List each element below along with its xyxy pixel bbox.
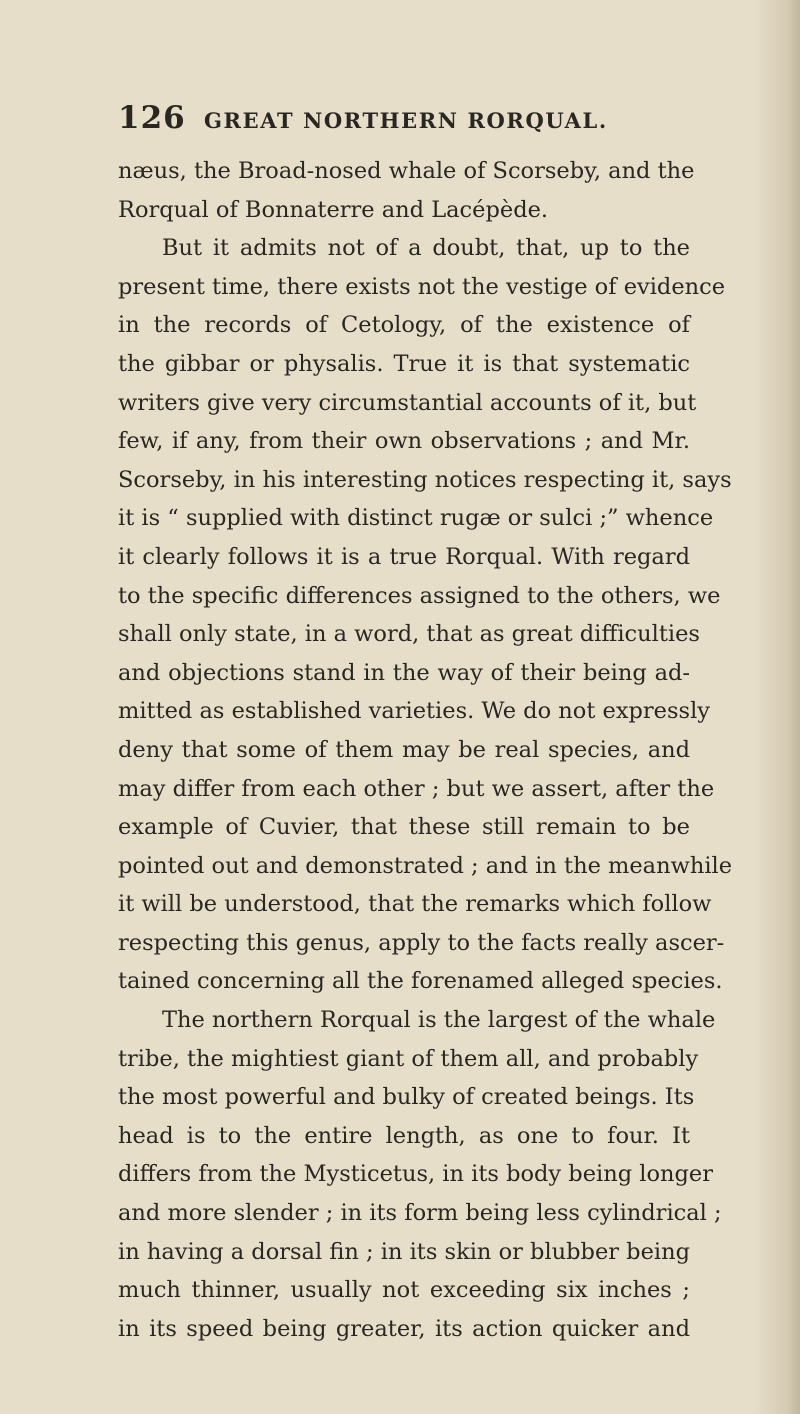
text-line: it is “ supplied with distinct rugæ or sulci ;” whence bbox=[118, 505, 714, 532]
text-line: differs from the Mysticetus, in its body being longer bbox=[118, 1161, 713, 1188]
text-line: Scorseby, in his interesting notices respecting it, says bbox=[118, 466, 732, 493]
text-line: næus, the Broad-nosed whale of Scorseby, and the bbox=[118, 158, 695, 184]
text-line: may differ from each other ; but we assert, after the bbox=[118, 775, 715, 802]
text-line: tribe, the mightiest giant of them all, and probably bbox=[118, 1045, 699, 1072]
body-text bbox=[118, 152, 733, 1348]
text-line: to the specific differences assigned to the others, we bbox=[118, 582, 721, 609]
text-line: pointed out and demonstrated ; and in the meanwhile bbox=[118, 852, 733, 879]
text-line: and more slender ; in its form being less cylindrical ; bbox=[118, 1200, 722, 1227]
text-line: head is to the entire length, as one to four. It bbox=[118, 1122, 690, 1149]
text-line: in the records of Cetology, of the existence of bbox=[118, 312, 690, 339]
page-number: 126 bbox=[118, 100, 186, 136]
text-line: mitted as established varieties. We do not expressly bbox=[118, 698, 710, 725]
text-line: tained concerning all the forenamed alleged species. bbox=[118, 968, 723, 995]
text-line: it will be understood, that the remarks which follow bbox=[118, 891, 712, 918]
text-line: present time, there exists not the vestige of evidence bbox=[118, 273, 726, 300]
page-edge-shadow bbox=[754, 0, 800, 1414]
text-line: it clearly follows it is a true Rorqual. With regard bbox=[118, 543, 690, 570]
running-head: GREAT NORTHERN RORQUAL. bbox=[204, 108, 608, 133]
text-line: the gibbar or physalis. True it is that systematic bbox=[118, 350, 690, 377]
text-line: writers give very circumstantial accounts of it, but bbox=[118, 389, 697, 416]
text-line: shall only state, in a word, that as great difficulties bbox=[118, 621, 700, 648]
page-header bbox=[118, 100, 708, 140]
text-line: in having a dorsal fin ; in its skin or blubber being bbox=[118, 1238, 690, 1265]
text-line: The northern Rorqual is the largest of the whale bbox=[162, 1007, 716, 1034]
text-line: respecting this genus, apply to the facts really ascer- bbox=[118, 929, 725, 956]
text-line: much thinner, usually not exceeding six inches ; bbox=[118, 1277, 690, 1304]
text-line: few, if any, from their own observations ; and Mr. bbox=[118, 428, 690, 455]
text-line: in its speed being greater, its action quicker and bbox=[118, 1315, 690, 1342]
text-line: Rorqual of Bonnaterre and Lacépède. bbox=[118, 196, 549, 223]
text-line: the most powerful and bulky of created beings. Its bbox=[118, 1084, 695, 1111]
text-line: example of Cuvier, that these still remain to be bbox=[118, 814, 690, 841]
text-line: deny that some of them may be real species, and bbox=[118, 736, 690, 763]
text-line: and objections stand in the way of their being ad- bbox=[118, 659, 690, 686]
text-line: But it admits not of a doubt, that, up to the bbox=[162, 235, 690, 262]
